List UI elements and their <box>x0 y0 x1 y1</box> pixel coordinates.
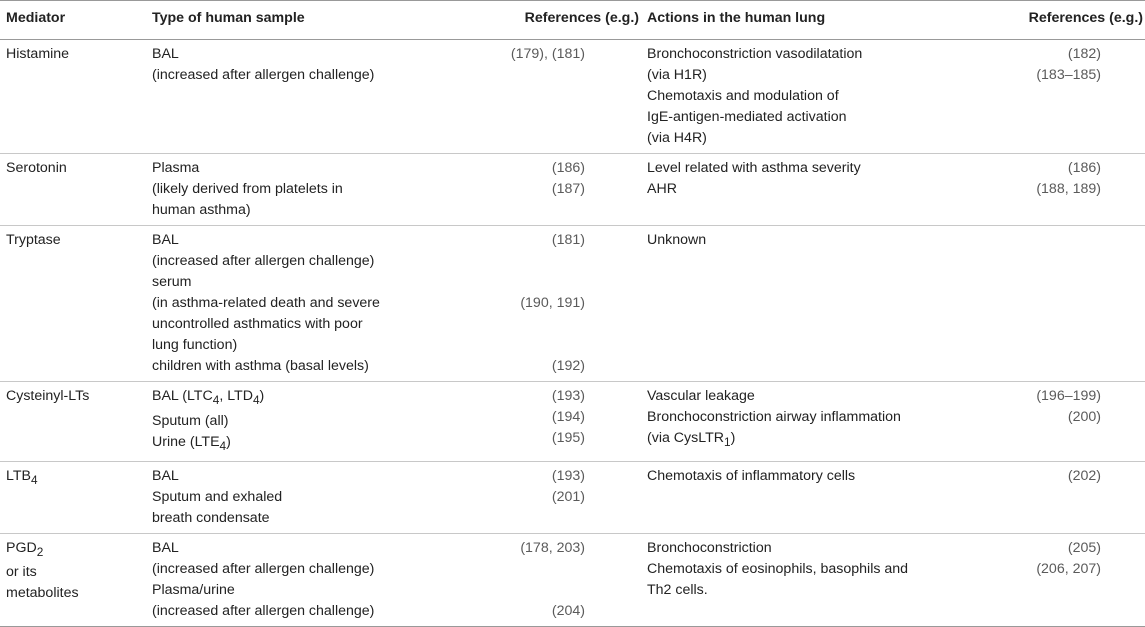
sample-cell <box>146 461 419 533</box>
spacer <box>425 335 585 356</box>
sample-line: Plasma <box>152 160 200 176</box>
sample-line: Urine $(LTE_4)$ <box>152 433 231 453</box>
sample-line: human asthma) <box>152 202 251 218</box>
table-row-pgd2 <box>0 533 1145 626</box>
sample-ref-cell <box>419 154 641 226</box>
action-ref-cell <box>989 461 1145 533</box>
action-line: Vascular leakage <box>647 388 755 404</box>
sample-line: (increased after allergen challenge) <box>152 602 375 619</box>
action-cell <box>641 382 989 462</box>
reference: (206, 207) <box>1036 560 1101 577</box>
action-line: Bronchoconstriction <box>647 539 772 556</box>
table-row-ltb4 <box>0 461 1145 533</box>
action-line: IgE-antigen-mediated activation <box>647 109 847 125</box>
action-ref-cell <box>989 382 1145 462</box>
mediator-cell <box>0 40 146 154</box>
header-sample-type: Type of human sample <box>152 10 305 26</box>
sample-line: BAL <box>152 539 179 556</box>
sample-line: children with asthma (basal levels) <box>152 358 369 374</box>
reference: (192) <box>551 358 585 374</box>
action-line: AHR <box>647 181 677 197</box>
sample-line: uncontrolled asthmatics with poor <box>152 316 363 332</box>
sample-line: BAL <box>152 46 179 62</box>
header-actions: Actions in the human lung <box>647 10 826 26</box>
sample-line: (likely derived from platelets in <box>152 181 343 197</box>
action-ref-cell <box>989 533 1145 626</box>
mediator-name: or its <box>6 564 37 581</box>
reference: (186) <box>1067 160 1101 176</box>
mediator-cell <box>0 533 146 626</box>
action-cell <box>641 533 989 626</box>
sample-line: lung function) <box>152 337 238 353</box>
sample-line: serum <box>152 274 192 290</box>
header-sample-references: References (e.g.) <box>524 10 639 26</box>
reference: (204) <box>551 602 585 619</box>
reference: (193) <box>551 467 585 484</box>
action-ref-cell <box>989 154 1145 226</box>
action-line: Level related with asthma severity <box>647 160 861 176</box>
action-line: Chemotaxis of inflammatory cells <box>647 467 856 484</box>
sample-line: Sputum (all) <box>152 412 229 429</box>
sample-cell <box>146 40 419 154</box>
mediator-name: Histamine <box>6 46 70 62</box>
action-cell <box>641 226 989 382</box>
action-line: Bronchoconstriction vasodilatation <box>647 46 863 62</box>
spacer <box>425 580 585 601</box>
action-line: Bronchoconstriction airway inflammation <box>647 409 901 425</box>
action-line: Chemotaxis and modulation of <box>647 88 839 104</box>
sample-ref-cell <box>419 40 641 154</box>
action-line: (via H4R) <box>647 130 707 146</box>
table-row-tryptase <box>0 226 1145 382</box>
reference: (188, 189) <box>1036 181 1101 197</box>
sample-cell <box>146 154 419 226</box>
reference: (193) <box>551 388 585 404</box>
reference: (201) <box>551 488 585 505</box>
sample-cell <box>146 226 419 382</box>
header-action-references: References (e.g.) <box>1028 10 1143 26</box>
reference: (187) <box>551 181 585 197</box>
table-row-cysteinyl-lts <box>0 382 1145 462</box>
reference: (181) <box>551 232 585 248</box>
header-row <box>0 1 1145 40</box>
sample-line: BAL ($LTC_4$, $LTD_4$) <box>152 388 265 407</box>
reference: (205) <box>1067 539 1101 556</box>
sample-ref-cell <box>419 533 641 626</box>
reference: (194) <box>551 409 585 425</box>
reference: (183–185) <box>1036 67 1101 83</box>
mediator-name: $LTB_4$ <box>6 467 38 487</box>
reference: (196–199) <box>1036 388 1101 404</box>
reference: (200) <box>1067 409 1101 425</box>
reference: (179), (181) <box>510 46 585 62</box>
spacer <box>425 559 585 580</box>
reference: (182) <box>1067 46 1101 62</box>
action-line: Unknown <box>647 232 707 248</box>
mediator-name: Serotonin <box>6 160 67 176</box>
sample-cell <box>146 533 419 626</box>
action-ref-cell <box>989 40 1145 154</box>
sample-line: (increased after allergen challenge) <box>152 253 375 269</box>
spacer <box>425 272 585 293</box>
mediator-cell <box>0 461 146 533</box>
header-mediator: Mediator <box>6 10 66 26</box>
reference: (202) <box>1067 467 1101 484</box>
table-row-serotonin <box>0 154 1145 226</box>
mediator-cell <box>0 226 146 382</box>
action-cell <box>641 40 989 154</box>
sample-line: Plasma/urine <box>152 581 235 598</box>
spacer <box>425 314 585 335</box>
mediator-name: Cysteinyl-LTs <box>6 388 90 404</box>
sample-cell <box>146 382 419 462</box>
action-cell <box>641 461 989 533</box>
mediator-name: Tryptase <box>6 232 61 248</box>
mediator-name: $PGD_2$ <box>6 539 44 559</box>
sample-line: (increased after allergen challenge) <box>152 560 375 577</box>
sample-ref-cell <box>419 461 641 533</box>
reference: (178, 203) <box>520 539 585 556</box>
reference: (186) <box>551 160 585 176</box>
mediator-cell <box>0 154 146 226</box>
action-line: (via CysLTR$_1$) <box>647 430 736 449</box>
sample-line: (increased after allergen challenge) <box>152 67 375 83</box>
sample-line: breath condensate <box>152 509 270 526</box>
mediator-cell <box>0 382 146 462</box>
action-line: (via H1R) <box>647 67 707 83</box>
sample-ref-cell <box>419 382 641 462</box>
action-ref-cell <box>989 226 1145 382</box>
sample-line: (in asthma-related death and severe <box>152 295 380 311</box>
sample-line: BAL <box>152 467 179 484</box>
action-line: Chemotaxis of eosinophils, basophils and <box>647 560 909 577</box>
sample-line: BAL <box>152 232 179 248</box>
action-line: Th2 cells. <box>647 581 708 598</box>
reference: (190, 191) <box>520 295 585 311</box>
mediator-name: metabolites <box>6 585 79 602</box>
action-cell <box>641 154 989 226</box>
spacer <box>425 251 585 272</box>
reference: (195) <box>551 430 585 446</box>
sample-ref-cell <box>419 226 641 382</box>
table-row-histamine <box>0 40 1145 154</box>
sample-line: Sputum and exhaled <box>152 488 283 505</box>
